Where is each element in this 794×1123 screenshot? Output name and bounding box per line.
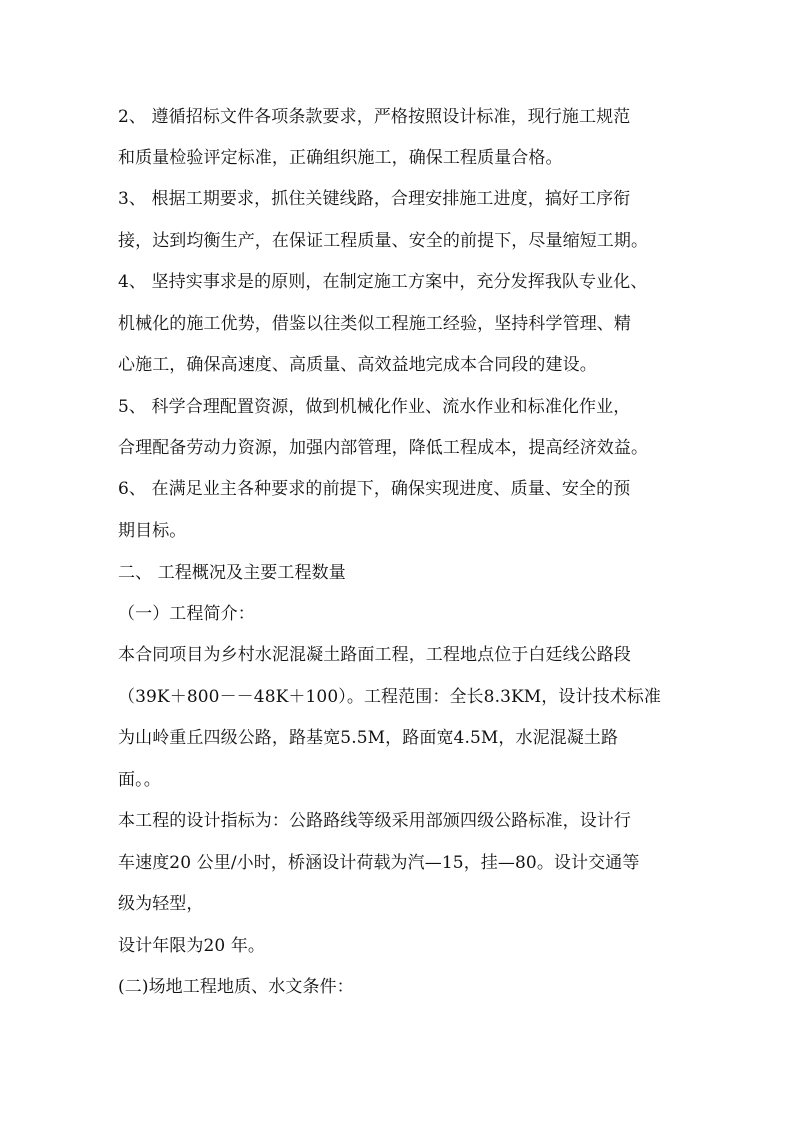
paragraph-line: 5、 科学合理配置资源，做到机械化作业、流水作业和标准化作业， (118, 397, 631, 417)
paragraph-line: 6、 在满足业主各种要求的前提下，确保实现进度、质量、安全的预 (118, 479, 631, 499)
section-heading: 二、 工程概况及主要工程数量 (118, 563, 346, 583)
paragraph-line: 车速度20 公里/小时，桥涵设计荷载为汽—15，挂—80。设计交通等 (118, 853, 640, 873)
paragraph-line: 级为轻型， (118, 894, 204, 914)
paragraph-line: 和质量检验评定标准，正确组织施工，确保工程质量合格。 (118, 148, 563, 168)
paragraph-line: （39K＋800－－48K＋100）。工程范围：全长8.3KM，设计技术标准 (118, 687, 662, 707)
paragraph-line: 2、 遵循招标文件各项条款要求，严格按照设计标准，现行施工规范 (118, 107, 631, 127)
paragraph-line: 设计年限为20 年。 (118, 936, 266, 956)
subsection-heading: （一）工程简介： (118, 604, 255, 624)
paragraph-line: 机械化的施工优势，借鉴以往类似工程施工经验，坚持科学管理、精 (118, 314, 631, 334)
paragraph-line: 4、 坚持实事求是的原则，在制定施工方案中，充分发挥我队专业化、 (118, 272, 648, 292)
paragraph-line: 本工程的设计指标为：公路路线等级采用部颁四级公路标准，设计行 (118, 811, 631, 831)
paragraph-line: 心施工，确保高速度、高质量、高效益地完成本合同段的建设。 (118, 355, 597, 375)
paragraph-line: 期目标。 (118, 521, 187, 541)
paragraph-line: 为山岭重丘四级公路，路基宽5.5M，路面宽4.5M，水泥混凝土路 (118, 728, 619, 748)
paragraph-line: 接，达到均衡生产，在保证工程质量、安全的前提下，尽量缩短工期。 (118, 231, 649, 251)
paragraph-line: 3、 根据工期要求，抓住关键线路，合理安排施工进度，搞好工序衔 (118, 189, 631, 209)
subsection-heading: (二)场地工程地质、水文条件： (118, 977, 354, 997)
paragraph-line: 本合同项目为乡村水泥混凝土路面工程，工程地点位于白廷线公路段 (118, 645, 631, 665)
paragraph-line: 合理配备劳动力资源，加强内部管理，降低工程成本，提高经济效益。 (118, 438, 649, 458)
paragraph-line: 面。。 (118, 770, 161, 790)
